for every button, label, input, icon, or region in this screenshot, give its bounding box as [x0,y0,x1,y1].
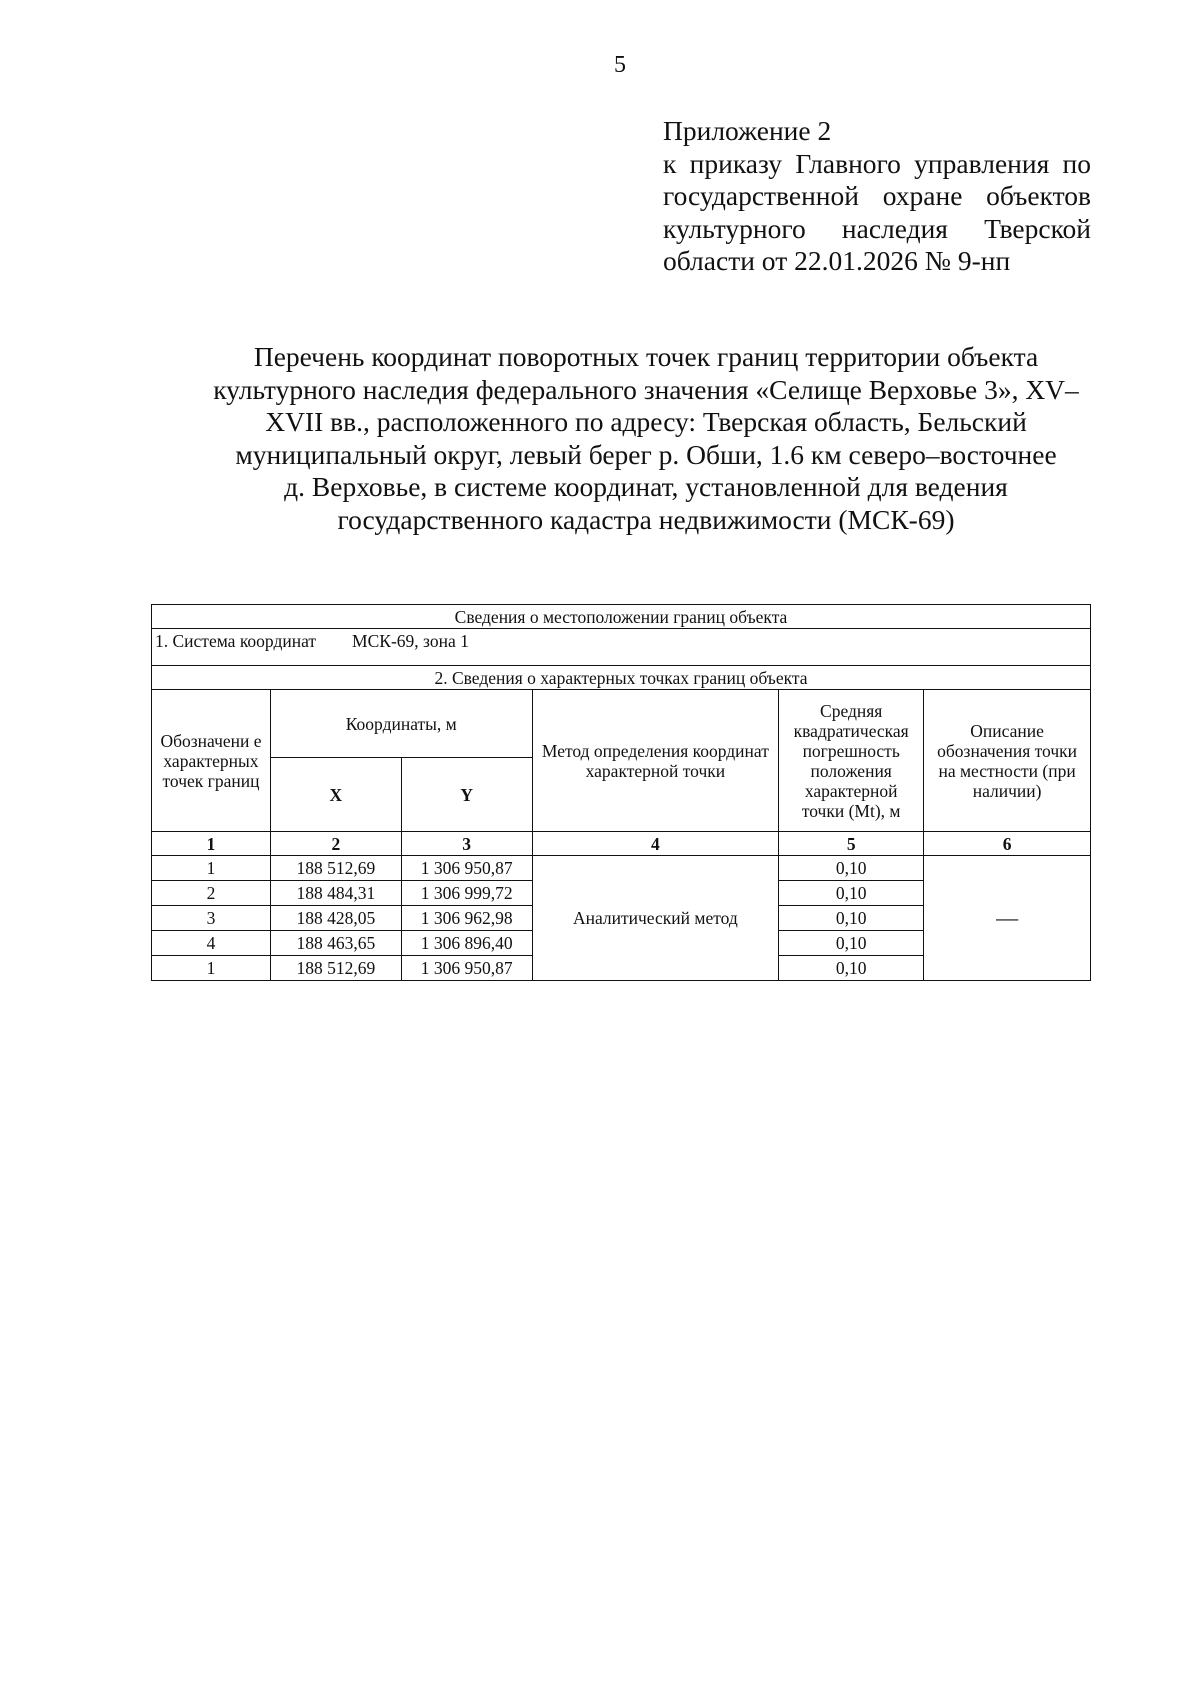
coordinate-system-label: 1. Система координат [155,631,317,651]
col-y-header: Y [401,758,532,832]
point-x: 188 428,05 [270,906,401,931]
point-id: 4 [152,931,271,956]
point-x: 188 512,69 [270,856,401,881]
appendix-body: к приказу Главного управления по государственной охране объектов культурного наследия Тверской области от 22.01.2026 № 9-нп [663,147,1091,276]
title-line: д. Верховье, в системе координат, установленной для ведения [284,471,1008,502]
col-method-header: Метод определения координат характерной точки [532,690,779,832]
method-value: Аналитический метод [532,856,779,981]
coordinate-system-row [152,629,1091,666]
document-title [148,341,1144,536]
point-y: 1 306 999,72 [401,881,532,906]
title-line: XVII вв., расположенного по адресу: Тверская область, Бельский [265,406,1027,437]
column-number: 3 [401,832,532,856]
column-number: 6 [924,832,1091,856]
col-error-header: Средняя квадратическая погрешность положения характерной точки (Mt), м [779,690,924,832]
coordinates-table [151,604,1091,981]
point-mt: 0,10 [779,856,924,881]
point-y: 1 306 896,40 [401,931,532,956]
table-row [152,856,1091,881]
point-x: 188 512,69 [270,956,401,981]
point-y: 1 306 950,87 [401,956,532,981]
point-id: 2 [152,881,271,906]
title-line: Перечень координат поворотных точек границ территории объекта [253,341,1039,372]
col-x-header: X [270,758,401,832]
appendix-title: Приложение 2 [663,115,832,146]
title-line: культурного наследия федерального значения «Селище Верховье 3», XV– [213,373,1079,405]
point-x: 188 484,31 [270,881,401,906]
point-id: 3 [152,906,271,931]
col-description-header: Описание обозначения точки на местности (при наличии) [924,690,1091,832]
column-number: 1 [152,832,271,856]
title-line: муниципальный округ, левый берег р. Обши, 1.6 км северо–восточнее [235,438,1057,470]
appendix-block [663,115,1091,278]
point-mt: 0,10 [779,956,924,981]
point-mt: 0,10 [779,881,924,906]
section-header: 2. Сведения о характерных точках границ объекта [152,666,1091,690]
point-mt: 0,10 [779,906,924,931]
title-line: государственного кадастра недвижимости (МСК-69) [337,503,955,535]
point-id: 1 [152,856,271,881]
table-header: Сведения о местоположении границ объекта [152,605,1091,629]
point-x: 188 463,65 [270,931,401,956]
col-designation-header: Обозначени е характерных точек границ [152,690,271,832]
column-number: 2 [270,832,401,856]
page-number: 5 [614,52,626,78]
description-value: — [924,856,1091,981]
column-number: 4 [532,832,779,856]
point-y: 1 306 962,98 [401,906,532,931]
col-coordinates-header: Координаты, м [270,690,532,758]
coordinate-system-value: МСК-69, зона 1 [352,631,469,651]
point-id: 1 [152,956,271,981]
column-number: 5 [779,832,924,856]
point-y: 1 306 950,87 [401,856,532,881]
point-mt: 0,10 [779,931,924,956]
